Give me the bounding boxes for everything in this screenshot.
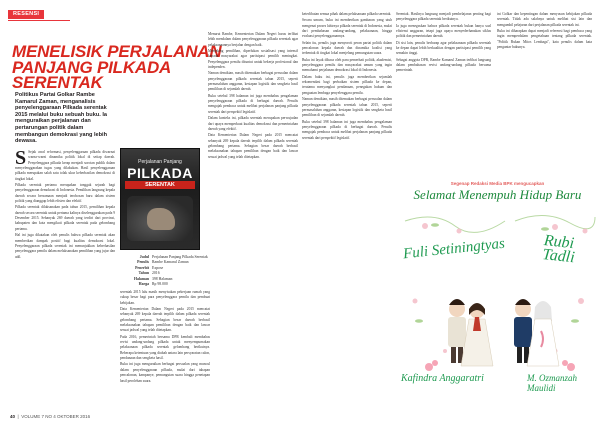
section-tag: RESENSI [8, 10, 44, 19]
section-tag-underline [8, 20, 70, 21]
article-paragraph: Buku ini diharapkan dapat menjadi referensi bagi pembaca yang ingin memperdalam pengetahuan tentang pilkada serentak. "Politik Bukan Mitos Lembaga", kata penulis dalam kata pengantar bukunya. [497, 29, 592, 50]
article-column-2 [120, 290, 210, 412]
couple-2-name: Rubi Tadli [541, 232, 576, 267]
book-cover-subtitle: SERENTAK [125, 181, 195, 189]
wedding-ad [395, 181, 600, 411]
book-info-row: Halaman 398 Halaman [134, 276, 173, 281]
book-cover-artwork [127, 196, 193, 241]
ink-finger-illustration [147, 208, 175, 230]
article-paragraph: Pilkada serentak dilaksanakan pada tahun 2015, pemilihan kepala daerah secara serentak untuk pertama kalinya diselenggarakan pada 9 Desember 2015. Sebanyak 269 daerah yang terdiri dari provinsi, kabupaten dan kota mengikuti pilkada serentak pada gelombang pertama. [15, 205, 115, 231]
article-paragraph: Secara umum, buku ini memberikan gambaran yang utuh mengenai proses lahirnya pilkada serentak di Indonesia, mulai dari pembahasan undang-undang, pelaksanaan, hingga evaluasi penyelenggaraannya. [302, 18, 392, 39]
book-cover-title: PILKADA [127, 165, 193, 181]
book-info-row: Harga Rp 98.000 [138, 282, 168, 287]
article-paragraph: Data Kementerian Dalam Negeri pada 2015 mencatat sebanyak 269 kepala daerah terpilih dalam pilkada serentak gelombang pertama. Sebagian besar daerah berhasil melaksanakan tahapan pemilihan dengan baik dan lancar sesuai jadwal yang telah ditetapkan. [120, 307, 210, 333]
article-column-4 [302, 12, 392, 412]
ad-title: Selamat Menempuh Hidup Baru [413, 187, 582, 202]
book-cover-image [120, 148, 200, 250]
article-paragraph: Menjelang pemilihan, diperlukan sosialisasi yang intensif kepada masyarakat agar partisipasi pemilih meningkat. Penyelenggara pemilu dituntut untuk bekerja profesional dan independen. [208, 49, 298, 70]
article-paragraph: serentak 2015 lalu masih menyisakan pekerjaan rumah yang cukup besar bagi para penyelenggara pemilu dan pembuat kebijakan. [120, 290, 210, 305]
issue-label: VOLUME 7 NO 4 OKTOBER 2016 [21, 414, 91, 419]
headline [12, 44, 232, 91]
headline-line-2: PANJANG PILKADA SERENTAK [12, 57, 171, 92]
page-footer: 40 | VOLUME 7 NO 4 OKTOBER 2016 [10, 414, 91, 419]
lead-paragraph: Politikus Partai Golkar Rambe Kamarul Zaman, menganalisis penyelenggaraan Pilkada serentak 2015 melalui buku sebuah buku. Ia menguraikan perjalanan dan pertarungan politik dalam membangun demokrasi yang lebih dewasa. [15, 92, 108, 145]
article-paragraph: Serentak. Hasilnya langsung menjadi pembelajaran penting bagi penyelenggara pilkada serentak berikutnya. [396, 12, 491, 22]
headline-line-1: MENELISIK PERJALANAN [12, 42, 222, 61]
article-paragraph: Namun demikian, masih ditemukan berbagai persoalan dalam penyelenggaraan pilkada serentak tahun 2015, seperti permasalahan anggaran, kesiapan logistik dan sengketa hasil pemilihan di sejumlah daerah. [208, 71, 298, 92]
book-info-row: Tahun 2016 [138, 271, 160, 276]
book-info-row: Penulis Rambe Kamarul Zaman [137, 260, 189, 265]
article-paragraph: Sebagai anggota DPR, Rambe Kamarul Zaman terlibat langsung dalam pembahasan revisi undang-undang pilkada bersama pemerintah. [396, 57, 491, 73]
article-paragraph: Data Kementerian Dalam Negeri pada 2015 mencatat sebanyak 269 kepala daerah terpilih dalam pilkada serentak gelombang pertama. Sebagian besar daerah berhasil melaksanakan tahapan pemilihan dengan baik dan lancar sesuai jadwal yang telah ditetapkan. [208, 133, 298, 159]
article-column-1 [15, 150, 115, 412]
article-paragraph: Buku setebal 398 halaman ini juga membahas pengalaman penyelenggaraan pilkada di berbagai daerah. Penulis mengajak pembaca untuk melihat perjalanan panjang pilkada serentak dari perspektif legislatif. [302, 119, 392, 140]
dropcap: S [15, 150, 27, 169]
article-paragraph: Namun demikian, masih ditemukan berbagai persoalan dalam penyelenggaraan pilkada serentak tahun 2015, seperti permasalahan anggaran, kesiapan logistik dan sengketa hasil pemilihan di sejumlah daerah. [302, 97, 392, 118]
book-cover-top-label: Perjalanan Panjang [138, 159, 182, 165]
left-couple-illustration [448, 299, 493, 366]
article-paragraph: Pada 2016, pemerintah bersama DPR kembali membahas revisi undang-undang pilkada untuk menyempurnakan pelaksanaan pilkada serentak gelombang berikutnya. Beberapa ketentuan yang diubah antara lain persyaratan calon, pendanaan dan sengketa hasil. [120, 334, 210, 361]
page-number: 40 [10, 414, 16, 419]
couple-2-partner-name: M. Ozmanzah Maulidi [527, 373, 578, 393]
book-info-row: Judul Perjalanan Panjang Pilkada Serentak [139, 255, 208, 259]
couple-1-partner-name: Kafindra Anggaratri [401, 373, 484, 384]
article-paragraph: Pilkada serentak pertama merupakan tonggak sejarah bagi penyelenggaraan demokrasi di Indonesia. Pemilihan langsung kepala daerah secara bersamaan menjadi terobosan baru dalam sistem politik yang dianggap lebih efisien dan efektif. [15, 183, 115, 204]
article-column-5 [396, 12, 491, 176]
article-paragraph: Ia juga menegaskan bahwa pilkada serentak bukan hanya soal efisiensi anggaran, tetapi juga upaya menyederhanakan siklus politik dan pemerintahan daerah. [396, 23, 491, 39]
article-paragraph: Hal ini juga dikatakan oleh penulis bahwa pilkada serentak akan memberikan dampak positif bagi kualitas demokrasi lokal. Penyelenggaraan pilkada serentak ini menunjukkan keberhasilan penyelenggara pemilu dalam melaksanakan pemilihan yang jujur dan adil. [15, 233, 115, 259]
article-paragraph: ini Golkar dan kepentingan dalam menyusun kebijakan pilkada serentak. Tidak ada salahnya untuk melihat sisi lain dan mengambil pelajaran dari perjalanan pilkada serentak ini. [497, 12, 592, 27]
couple-1-name: Fuli Setiningtyas [402, 235, 506, 263]
article-paragraph: Buku setebal 398 halaman ini juga membahas pengalaman penyelenggaraan pilkada di berbagai daerah. Penulis mengajak pembaca untuk melihat perjalanan panjang pilkada serentak dari perspektif legislatif. [208, 93, 298, 114]
article-paragraph: Dalam buku ini, penulis juga memberikan sejumlah rekomendasi bagi perbaikan sistem pilkada ke depan, terutama menyangkut pendanaan, penegakan hukum dan penguatan lembaga penyelenggara pemilu. [302, 74, 392, 95]
article-paragraph: S Sejak awal reformasi, penyelenggaraan pilkada diwarnai warna-warni dinamika politik lokal di setiap daerah. Penyelenggara pilkada kerap menjadi sorotan publik dalam menyelenggarakan tugas yang dilakukan. Hasil penyelenggaraan pilkada merupakan salah satu tolak ukur keberhasilan demokrasi di tingkat lokal. [15, 150, 115, 181]
article-column-6 [497, 12, 592, 176]
ad-greeting: Segenap Redaksi Media BPK mengucapkan [450, 181, 545, 186]
article-paragraph: Dalam konteks ini, pilkada serentak merupakan perwujudan dari upaya memperkuat kualitas demokrasi dan pemerintahan daerah yang efektif. [208, 116, 298, 131]
right-couple-illustration [514, 299, 559, 366]
article-paragraph: Di sisi lain, penulis berharap agar pelaksanaan pilkada serentak ke depan dapat lebih berkualitas dengan partisipasi pemilih yang semakin tinggi. [396, 40, 491, 56]
book-info [120, 255, 210, 287]
article-column-3 [208, 32, 298, 412]
article-paragraph: Menurut Rambe, Kementerian Dalam Negeri harus terlibat lebih mendalam dalam penyelenggaraan pilkada serentak agar pelaksanaannya berjalan dengan baik. [208, 32, 298, 47]
article-paragraph: Selain itu, penulis juga menyoroti peran partai politik dalam pencalonan kepala daerah dan dinamika koalisi yang terbentuk di tingkat lokal menjelang pemungutan suara. [302, 40, 392, 56]
article-paragraph: keterlibatan semua pihak dalam pelaksanaan pilkada serentak. [302, 12, 392, 16]
article-paragraph: Buku ini juga menguraikan berbagai persoalan yang muncul dalam penyelenggaraan pilkada, mulai dari tahapan pencalonan, kampanye, pemungutan suara hingga penetapan hasil perolehan suara. [120, 362, 210, 383]
book-info-row: Penerbit Expose [135, 265, 164, 270]
article-paragraph: Buku ini layak dibaca oleh para pemerhati politik, akademisi, penyelenggara pemilu dan masyarakat umum yang ingin memahami perjalanan demokrasi lokal di Indonesia. [302, 57, 392, 73]
